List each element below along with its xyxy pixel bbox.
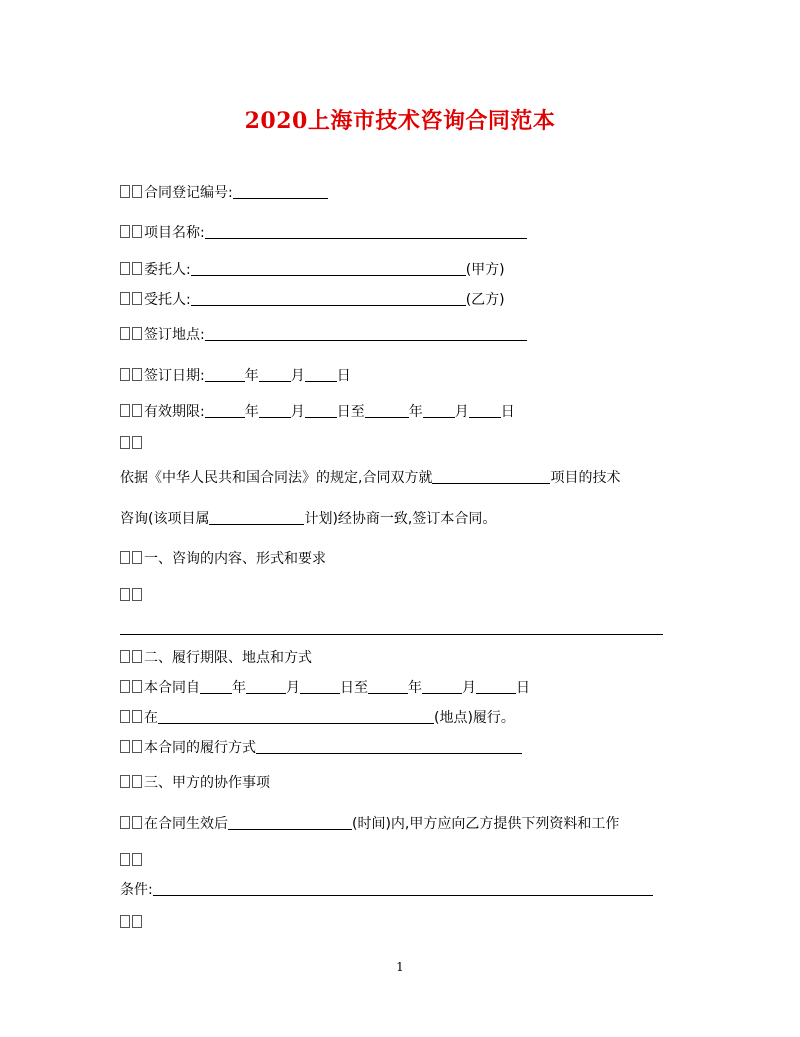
- placeholder-glyph: [132, 853, 142, 866]
- placeholder-glyph: [132, 292, 142, 305]
- performance-place: [120, 708, 515, 728]
- party-label: (甲方): [465, 262, 505, 278]
- placeholder-glyph: [132, 775, 142, 788]
- placeholder-glyph: [132, 915, 142, 928]
- section-1-heading: [120, 549, 326, 569]
- body-text: 在合同生效后: [144, 816, 228, 832]
- placeholder-glyph: [120, 775, 130, 788]
- placeholder-glyph: [120, 327, 130, 340]
- intro-text: 项目的技术: [550, 470, 621, 486]
- fill-blank: [191, 290, 466, 306]
- body-text: 在: [144, 710, 158, 726]
- body-text: 条件:: [120, 882, 153, 898]
- placeholder-glyph: [120, 368, 130, 381]
- intro-text: 计划)经协商一致,签订本合同。: [304, 511, 497, 527]
- section-heading: 三、甲方的协作事项: [144, 775, 270, 791]
- placeholder-glyph: [132, 225, 142, 238]
- field-trustee: [120, 290, 505, 310]
- year-word: 年: [232, 680, 246, 696]
- fill-blank: [209, 509, 304, 525]
- performance-period: [120, 678, 530, 698]
- placeholder-glyph: [120, 551, 130, 564]
- placeholder-glyph: [132, 185, 142, 198]
- day-word: 日: [500, 404, 515, 420]
- placeholder-glyph: [120, 853, 130, 866]
- fill-blank: [153, 880, 653, 896]
- field-label: 受托人:: [144, 292, 191, 308]
- field-label: 签订日期:: [144, 368, 205, 384]
- body-text: 本合同的履行方式: [144, 740, 256, 756]
- fill-blank: [423, 402, 455, 418]
- fill-blank: [305, 366, 337, 382]
- body-text: (时间)内,甲方应向乙方提供下列资料和工作: [352, 816, 620, 832]
- placeholder-glyph: [120, 710, 130, 723]
- month-word: 月: [462, 680, 476, 696]
- placeholder-glyph: [132, 710, 142, 723]
- conditions-line: [120, 880, 653, 900]
- year-word: 年: [408, 404, 423, 420]
- year-word: 年: [244, 404, 259, 420]
- fill-blank: [228, 814, 352, 830]
- placeholder-glyph: [132, 680, 142, 693]
- placeholder-glyph: [132, 740, 142, 753]
- intro-paragraph-line-2: [120, 509, 496, 529]
- fill-blank: [259, 402, 291, 418]
- fill-blank: [205, 366, 245, 382]
- placeholder-glyph: [120, 588, 130, 601]
- fill-blank: [365, 402, 409, 418]
- placeholder-glyph: [120, 650, 130, 663]
- month-word: 月: [454, 404, 469, 420]
- fill-blank: [422, 678, 462, 694]
- placeholder-glyph: [120, 262, 130, 275]
- intro-text: 咨询(该项目属: [120, 511, 210, 527]
- field-sign-date: [120, 366, 351, 386]
- fill-blank: [246, 678, 286, 694]
- field-label: 签订地点:: [144, 327, 205, 343]
- field-label: 项目名称:: [144, 225, 205, 241]
- section-heading: 二、履行期限、地点和方式: [144, 650, 312, 666]
- fill-blank: [368, 678, 408, 694]
- empty-line: [120, 913, 144, 933]
- fill-blank: [233, 183, 328, 199]
- day-word: 日: [516, 680, 530, 696]
- placeholder-glyph: [120, 185, 130, 198]
- field-sign-place: [120, 325, 527, 345]
- performance-method: [120, 738, 522, 758]
- month-word: 月: [286, 680, 300, 696]
- section-heading: 一、咨询的内容、形式和要求: [144, 551, 326, 567]
- fill-blank: [476, 678, 516, 694]
- empty-line: [120, 434, 144, 454]
- field-validity-period: [120, 402, 515, 422]
- placeholder-glyph: [120, 915, 130, 928]
- fill-blank: [191, 260, 466, 276]
- day-to-word: 日至: [336, 404, 365, 420]
- empty-line: [120, 586, 144, 606]
- placeholder-glyph: [132, 650, 142, 663]
- placeholder-glyph: [132, 588, 142, 601]
- month-word: 月: [290, 404, 305, 420]
- field-registration-number: [120, 183, 328, 203]
- field-client: [120, 260, 505, 280]
- fill-blank: [205, 402, 245, 418]
- body-text: (地点)履行。: [434, 710, 515, 726]
- page-number: 1: [396, 960, 404, 974]
- cooperation-text: [120, 814, 619, 834]
- field-label: 委托人:: [144, 262, 191, 278]
- fill-blank: [256, 738, 522, 754]
- placeholder-glyph: [120, 404, 130, 417]
- fill-blank: [158, 708, 434, 724]
- fill-blank: [300, 678, 340, 694]
- body-text: 本合同自: [144, 680, 200, 696]
- placeholder-glyph: [120, 680, 130, 693]
- placeholder-glyph: [132, 262, 142, 275]
- fill-rule: [120, 634, 663, 635]
- placeholder-glyph: [132, 816, 142, 829]
- field-label: 合同登记编号:: [144, 185, 233, 201]
- fill-blank: [305, 402, 337, 418]
- field-project-name: [120, 223, 527, 243]
- month-word: 月: [290, 368, 305, 384]
- placeholder-glyph: [120, 436, 130, 449]
- placeholder-glyph: [132, 551, 142, 564]
- party-label: (乙方): [465, 292, 505, 308]
- placeholder-glyph: [132, 404, 142, 417]
- placeholder-glyph: [132, 436, 142, 449]
- placeholder-glyph: [120, 225, 130, 238]
- empty-line: [120, 851, 144, 871]
- day-to-word: 日至: [340, 680, 368, 696]
- document-title: 2020上海市技术咨询合同范本: [244, 108, 556, 134]
- fill-blank: [200, 678, 232, 694]
- section-2-heading: [120, 648, 312, 668]
- day-word: 日: [336, 368, 351, 384]
- placeholder-glyph: [120, 292, 130, 305]
- intro-paragraph-line-1: [120, 468, 620, 488]
- fill-blank: [205, 325, 527, 341]
- fill-blank: [469, 402, 501, 418]
- year-word: 年: [244, 368, 259, 384]
- field-label: 有效期限:: [144, 404, 205, 420]
- intro-text: 依据《中华人民共和国合同法》的规定,合同双方就: [120, 470, 433, 486]
- placeholder-glyph: [120, 816, 130, 829]
- placeholder-glyph: [132, 368, 142, 381]
- fill-blank: [205, 223, 527, 239]
- placeholder-glyph: [132, 327, 142, 340]
- fill-blank: [432, 468, 550, 484]
- year-word: 年: [408, 680, 422, 696]
- section-3-heading: [120, 773, 270, 793]
- placeholder-glyph: [120, 740, 130, 753]
- fill-blank: [259, 366, 291, 382]
